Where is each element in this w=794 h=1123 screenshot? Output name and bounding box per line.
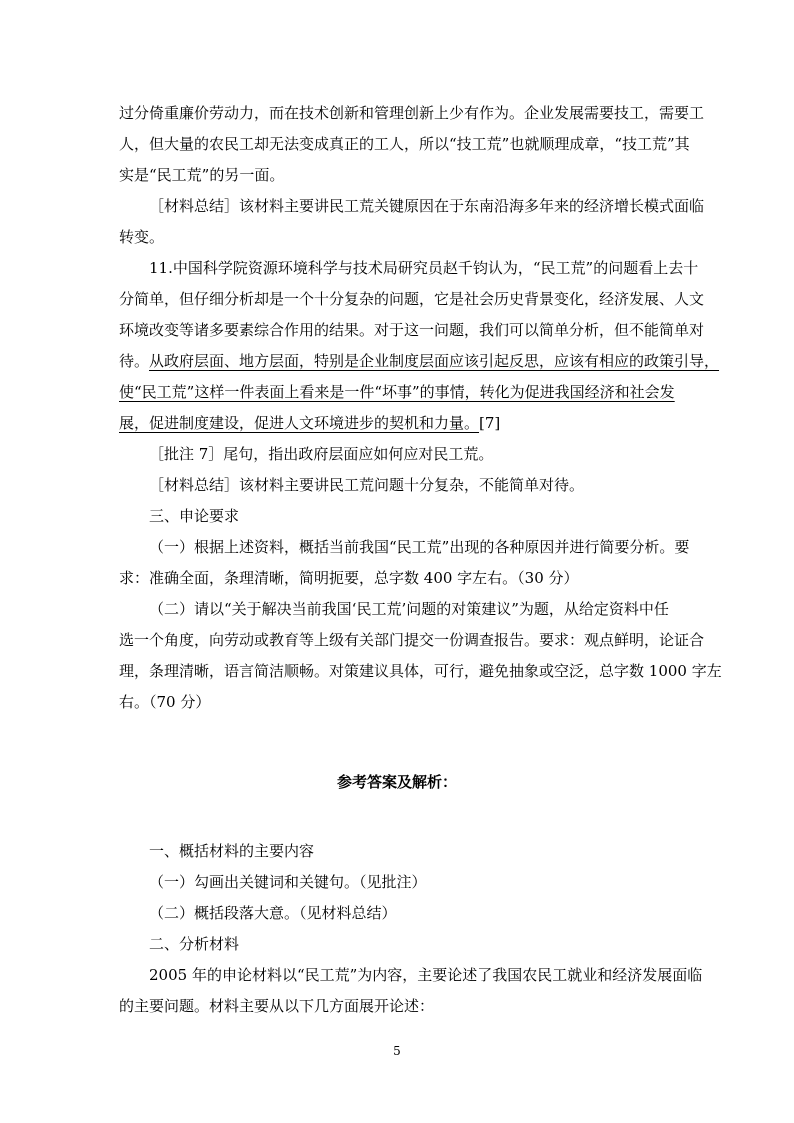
key-sentence-underlined: 从政府层面、地方层面，特别是企业制度层面应该引起反思，应该有相应的政策引导， [149, 352, 720, 370]
text-line: 实是“民工荒”的另一面。 [119, 166, 285, 184]
answer-heading: 参考答案及解析： [336, 773, 457, 791]
requirements-title [119, 501, 679, 532]
text-line: 的主要问题。材料主要从以下几方面展开论述： [119, 997, 435, 1015]
text-line: 11.中国科学院资源环境科学与技术局研究员赵千钧认为，“民工荒”的问题看上去十 [149, 259, 699, 277]
key-sentence-underlined: 使“民工荒”这样一件表面上看来是一件“坏事”的事情，转化为促进我国经济和社会发 [119, 383, 675, 401]
key-sentence-underlined: 展，促进制度建设，促进人文环境进步的契机和力量。 [119, 414, 480, 432]
text-line [119, 346, 720, 377]
text-line: 转变。 [119, 228, 165, 246]
text-line: 理，条理清晰，语言简洁顺畅。对策建议具体，可行，避免抽象或空泛，总字数 1000 字左 [119, 662, 722, 680]
text-line: 求：准确全面，条理清晰，简明扼要，总字数 400 字左右。（30 分） [119, 569, 579, 587]
text-line: 分简单，但仔细分析却是一个十分复杂的问题，它是社会历史背景变化，经济发展、人文 [119, 290, 705, 308]
text-line: ［批注 7］尾句，指出政府层面应如何应对民工荒。 [149, 445, 494, 463]
text-line [119, 377, 679, 408]
material-summary-2 [119, 470, 679, 501]
section-title: 二、分析材料 [149, 935, 240, 953]
requirement-2 [119, 594, 722, 718]
section-title: 三、申论要求 [149, 507, 240, 525]
text-line: 右。（70 分） [119, 693, 211, 711]
text-line: 人，但大量的农民工却无法变成真正的工人，所以“技工荒”也就顺理成章，“技工荒”其 [119, 135, 690, 153]
material-paragraph-10-end [119, 98, 705, 191]
text-line: 环境改变等诸多要素综合作用的结果。对于这一问题，我们可以简单分析，但不能简单对 [119, 321, 705, 339]
page-number: 5 [393, 1044, 401, 1058]
answer-section-1 [119, 836, 703, 1022]
annotation-7 [119, 439, 679, 470]
text-line: ［材料总结］该材料主要讲民工荒关键原因在于东南沿海多年来的经济增长模式面临 [149, 197, 705, 215]
text-line: （一）勾画出关键词和关键句。（见批注） [149, 873, 427, 891]
text-line: （二）请以“关于解决当前我国‘民工荒’问题的对策建议”为题，从给定资料中任 [149, 600, 669, 618]
text-line: ［材料总结］该材料主要讲民工荒问题十分复杂，不能简单对待。 [149, 476, 585, 494]
text-line: 过分倚重廉价劳动力，而在技术创新和管理创新上少有作为。企业发展需要技工，需要工 [119, 104, 705, 122]
annotation-marker: [7] [479, 414, 501, 432]
text-line: 2005 年的申论材料以“民工荒”为内容，主要论述了我国农民工就业和经济发展面临 [149, 966, 703, 984]
section-title: 一、概括材料的主要内容 [149, 842, 315, 860]
material-summary-1 [119, 191, 705, 253]
material-paragraph-11 [119, 253, 720, 439]
text-line [119, 408, 679, 439]
text-line: （二）概括段落大意。（见材料总结） [149, 904, 397, 922]
requirement-1 [119, 532, 690, 594]
text-plain: 待。 [119, 352, 150, 370]
text-line: 选一个角度，向劳动或教育等上级有关部门提交一份调查报告。要求：观点鲜明，论证合 [119, 631, 705, 649]
text-line: （一）根据上述资料，概括当前我国“民工荒”出现的各种原因并进行简要分析。要 [149, 538, 690, 556]
